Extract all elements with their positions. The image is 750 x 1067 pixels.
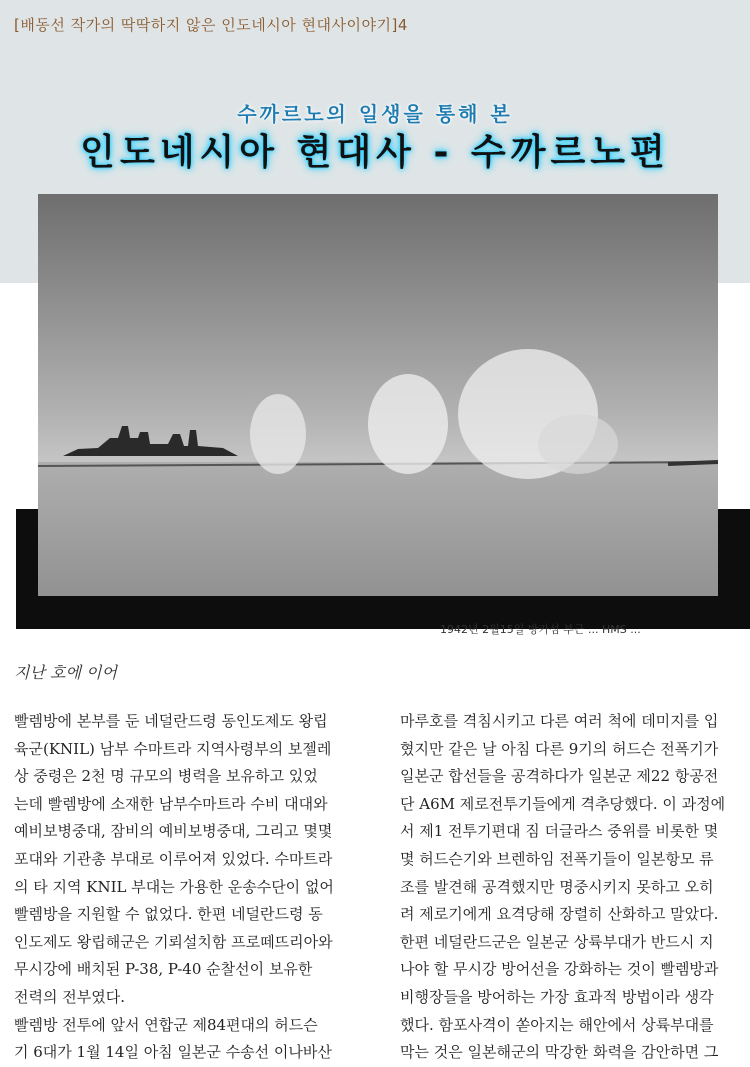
series-label: [배동선 작가의 딱딱하지 않은 인도네시아 현대사이야기]4 (14, 16, 408, 34)
paragraph-line: 포대와 기관총 부대로 이루어져 있었다. 수마트라 (14, 849, 333, 868)
paragraph-line: 빨렘방을 지원할 수 없었다. 한편 네덜란드령 동 (14, 905, 323, 924)
warship-photo-illustration (38, 194, 718, 596)
paragraph-line: 마루호를 격침시키고 다른 여러 척에 데미지를 입 (400, 712, 719, 730)
paragraph-line: 인도제도 왕립해군은 기뢰설치함 프로떼뜨리아와 (14, 932, 333, 951)
paragraph-line: 단 A6M 제로전투기들에게 격추당했다. 이 과정에 (400, 794, 726, 813)
warship-photo (38, 194, 718, 596)
photo-caption: 1942년 2월15일 방카섬 부근 ... HMS ... (440, 623, 641, 636)
paragraph-line: 무시강에 배치된 P-38, P-40 순찰선이 보유한 (14, 960, 313, 979)
paragraph-line: 했다. 함포사격이 쏟아지는 해안에서 상륙부대를 (400, 1015, 714, 1034)
paragraph-line: 전력의 전부였다. (14, 987, 125, 1006)
paragraph-line: 기 6대가 1월 14일 아침 일본군 수송선 이나바산 (14, 1043, 332, 1062)
article-column-left (14, 708, 361, 1067)
article-title: 인도네시아 현대사 - 수까르노편 (80, 132, 670, 173)
paragraph-line: 의 타 지역 KNIL 부대는 가용한 운송수단이 없어 (14, 877, 334, 896)
continued-note: 지난 호에 이어 (14, 663, 117, 682)
paragraph-line: 예비보병중대, 잠비의 예비보병중대, 그리고 몇몇 (14, 822, 333, 841)
paragraph-line: 상 중령은 2천 명 규모의 병력을 보유하고 있었 (14, 767, 318, 786)
paragraph-line: 려 제로기에게 요격당해 장렬히 산화하고 말았다. (400, 905, 719, 924)
paragraph-line: 조를 발견해 공격했지만 명중시키지 못하고 오히 (400, 877, 714, 896)
article-column-right (400, 708, 747, 1067)
paragraph-line: 몇 허드슨기와 브렌하임 전폭기들이 일본항모 류 (400, 849, 714, 868)
paragraph-line: 빨렘방에 본부를 둔 네덜란드령 동인도제도 왕립 (14, 712, 328, 730)
paragraph-line: 빨렘방 전투에 앞서 연합군 제84편대의 허드슨 (14, 1015, 318, 1034)
paragraph-line: 한편 네덜란드군은 일본군 상륙부대가 반드시 지 (400, 932, 714, 951)
paragraph-line: 나야 할 무시강 방어선을 강화하는 것이 빨렘방과 (400, 960, 719, 979)
paragraph-line: 일본군 합선들을 공격하다가 일본군 제22 항공전 (400, 767, 719, 786)
paragraph-line: 비행장들을 방어하는 가장 효과적 방법이라 생각 (400, 987, 714, 1006)
paragraph-line: 혔지만 같은 날 아침 다른 9기의 허드슨 전폭기가 (400, 739, 719, 758)
article-subtitle: 수까르노의 일생을 통해 본 (237, 102, 513, 126)
paragraph-line: 는데 빨렘방에 소재한 남부수마트라 수비 대대와 (14, 794, 328, 813)
paragraph-line: 육군(KNIL) 남부 수마트라 지역사령부의 보젤레 (14, 739, 332, 758)
paragraph-line: 서 제1 전투기편대 짐 더글라스 중위를 비롯한 몇 (400, 822, 719, 841)
paragraph-line: 막는 것은 일본해군의 막강한 화력을 감안하면 그 (400, 1043, 719, 1062)
